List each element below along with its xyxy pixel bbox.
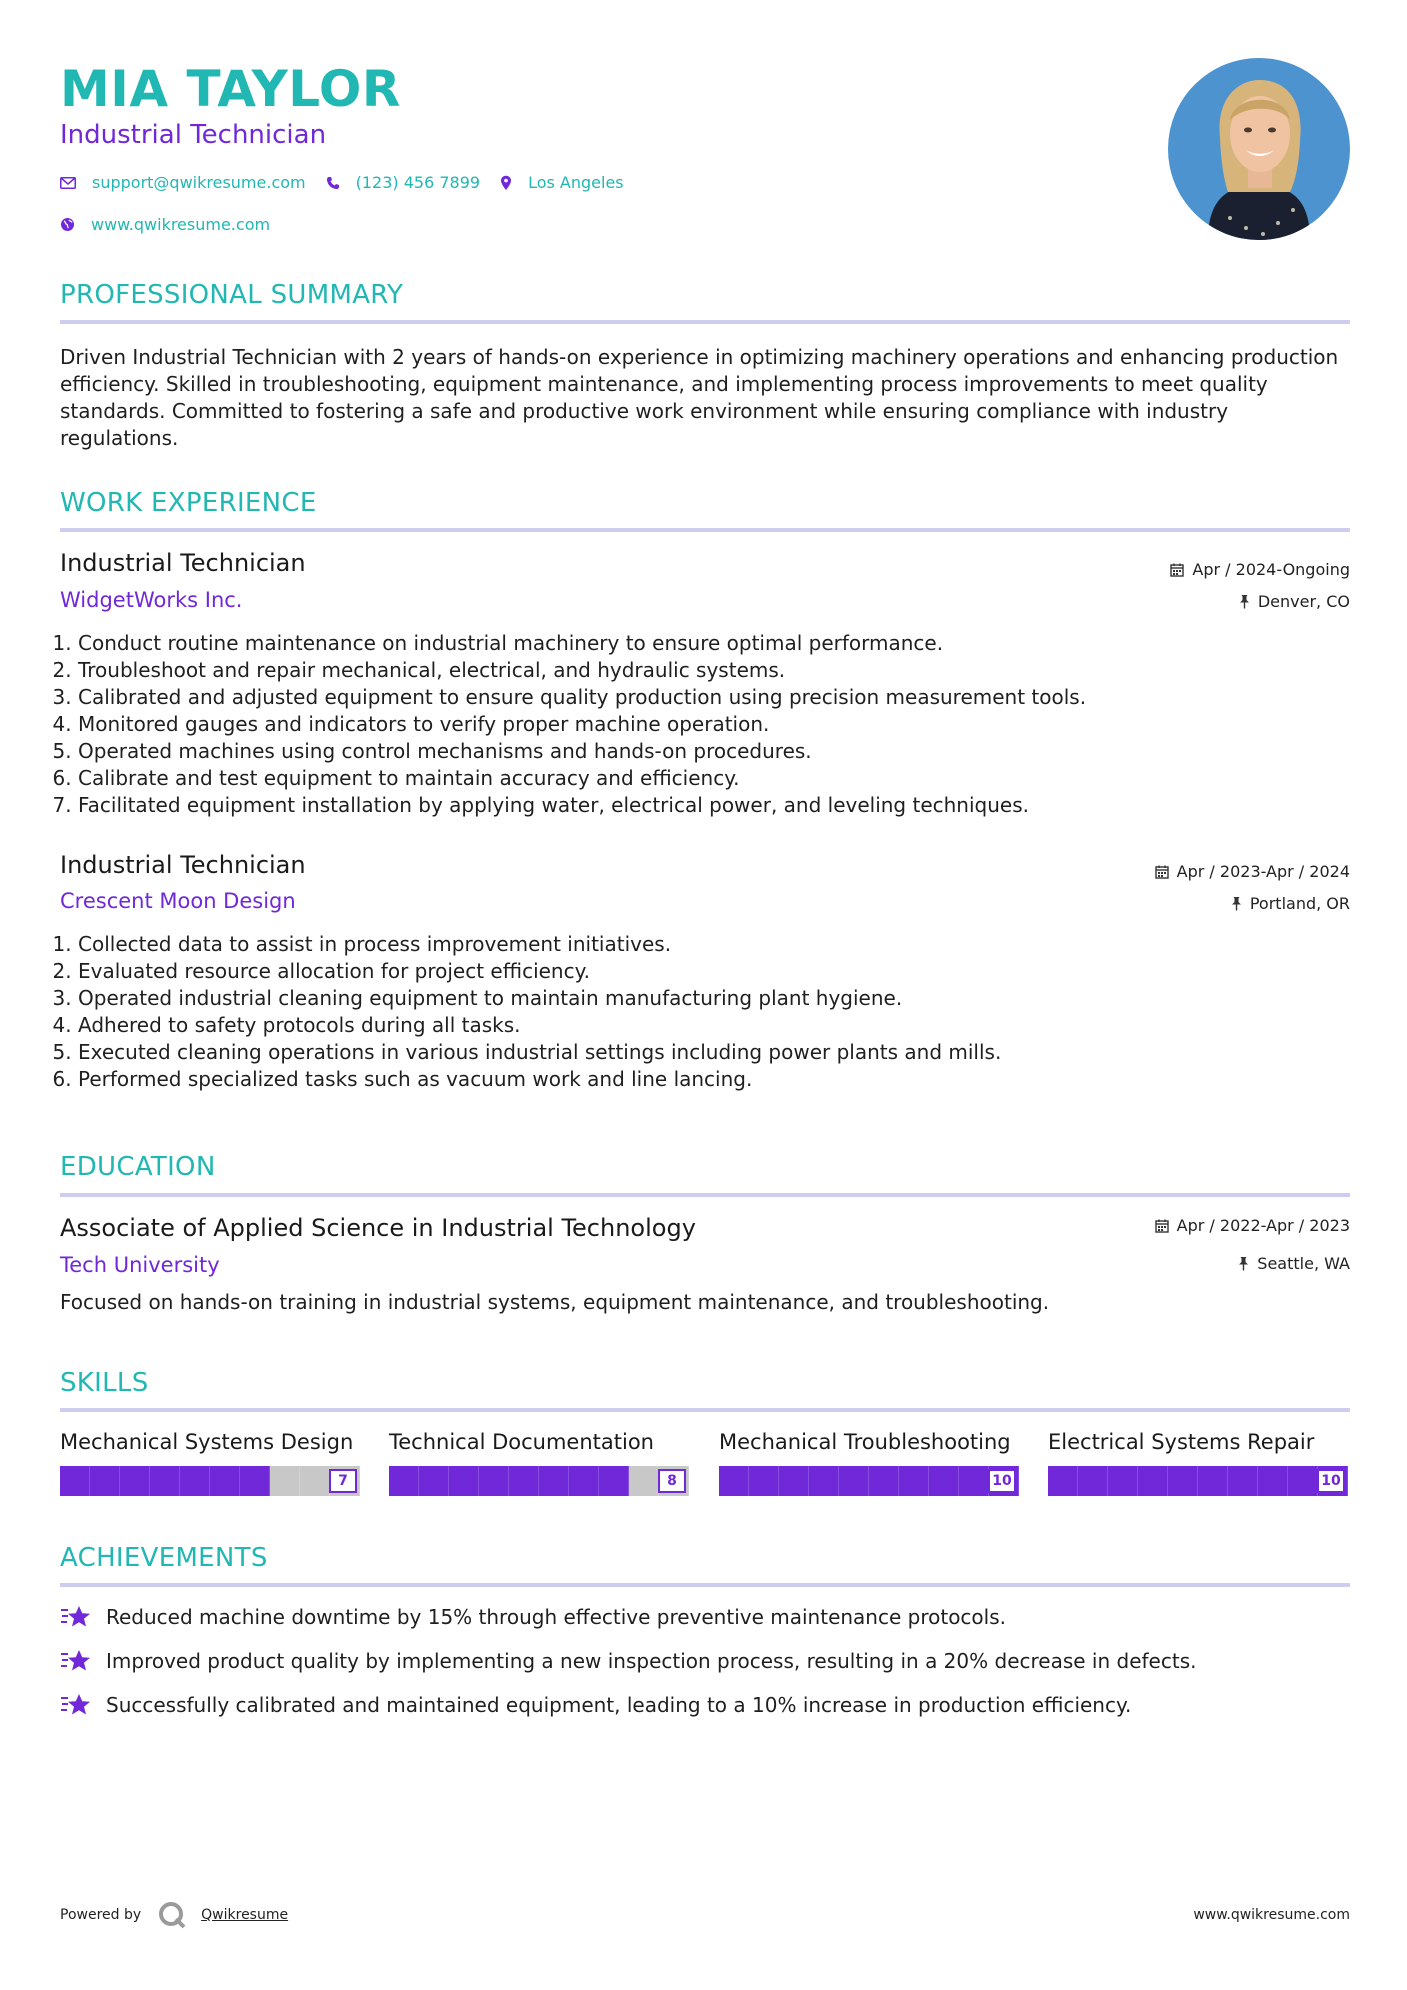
job-1-location [1239, 592, 1350, 611]
skills-heading: SKILLS [60, 1368, 149, 1398]
skill-bar-segment [389, 1466, 419, 1496]
map-pin-icon [500, 175, 512, 191]
skill-bar-segment [809, 1466, 839, 1496]
skill-bar-segment [300, 1466, 330, 1496]
skill-bar-segment [479, 1466, 509, 1496]
skill-bar-segment [719, 1466, 749, 1496]
skill-bar-segment [509, 1466, 539, 1496]
skill-bar-segment [150, 1466, 180, 1496]
achievement-text: Successfully calibrated and maintained equipment, leading to a 10% increase in production efficiency. [106, 1693, 1132, 1717]
skill-bar-segment [1108, 1466, 1138, 1496]
email-item[interactable] [60, 173, 306, 192]
location-item [500, 173, 624, 192]
list-item: 3. Operated industrial cleaning equipment to maintain manufacturing plant hygiene. [78, 985, 1338, 1012]
skill-level-bar [60, 1466, 360, 1496]
skill-level-badge: 7 [329, 1469, 357, 1493]
job-1-bullets [78, 630, 1338, 819]
job-1-location-text: Denver, CO [1257, 592, 1350, 611]
achievement-text: Improved product quality by implementing a new inspection process, resulting in a 20% decrease in defects. [106, 1649, 1197, 1673]
list-item: 3. Calibrated and adjusted equipment to ensure quality production using precision measurement tools. [78, 684, 1338, 711]
education-dates [1155, 1216, 1350, 1235]
education-location-text: Seattle, WA [1257, 1254, 1350, 1273]
job-2-bullets [78, 931, 1338, 1093]
profile-photo [1168, 58, 1350, 240]
skill-bar-segment [210, 1466, 240, 1496]
job-1-dates [1170, 560, 1350, 579]
skill-bar-segment [270, 1466, 300, 1496]
achievement-item [60, 1648, 1196, 1674]
skill-bar-segment [869, 1466, 899, 1496]
contact-row-1 [60, 173, 644, 192]
skill-level-bar [719, 1466, 1019, 1496]
list-item: 6. Calibrate and test equipment to maintain accuracy and efficiency. [78, 765, 1338, 792]
achievement-text: Reduced machine downtime by 15% through effective preventive maintenance protocols. [106, 1605, 1006, 1629]
job-1-dates-text: Apr / 2024-Ongoing [1192, 560, 1350, 579]
skill-bar-segment [419, 1466, 449, 1496]
skills-divider [60, 1408, 1350, 1412]
skill-item [389, 1430, 689, 1496]
skill-bar-segment [1138, 1466, 1168, 1496]
skill-bar-segment [1288, 1466, 1318, 1496]
job-2-role: Industrial Technician [60, 851, 306, 879]
education-dates-text: Apr / 2022-Apr / 2023 [1176, 1216, 1350, 1235]
experience-divider [60, 528, 1350, 532]
skill-bar-segment [240, 1466, 270, 1496]
skill-bar-segment [449, 1466, 479, 1496]
pushpin-icon [1238, 1256, 1249, 1271]
qwikresume-logo-icon [157, 1900, 187, 1930]
skill-name: Mechanical Systems Design [60, 1430, 354, 1454]
calendar-icon [1170, 563, 1184, 577]
qwikresume-link[interactable]: Qwikresume [201, 1907, 289, 1923]
job-1-role: Industrial Technician [60, 549, 306, 577]
star-icon [60, 1648, 92, 1674]
job-2-dates-text: Apr / 2023-Apr / 2024 [1176, 862, 1350, 881]
achievements-heading: ACHIEVEMENTS [60, 1543, 268, 1573]
footer-powered-by [60, 1900, 288, 1930]
skill-bar-segment [1258, 1466, 1288, 1496]
pushpin-icon [1231, 896, 1242, 911]
skill-bar-segment [779, 1466, 809, 1496]
skill-level-badge: 10 [988, 1469, 1016, 1493]
skill-bar-segment [539, 1466, 569, 1496]
skill-bar-segment [1048, 1466, 1078, 1496]
education-heading: EDUCATION [60, 1152, 216, 1182]
skill-bar-segment [1078, 1466, 1108, 1496]
skill-item [60, 1430, 360, 1496]
skill-level-badge: 10 [1317, 1469, 1345, 1493]
skill-level-bar [389, 1466, 689, 1496]
summary-divider [60, 320, 1350, 324]
summary-text: Driven Industrial Technician with 2 years of hands-on experience in optimizing machinery operations and enhancing production efficiency. Skilled in troubleshooting, equipment maintenance, and implementing process improvements to meet quality standards. Committed to fostering a safe and productive work environment while ensuring compliance with industry regulations. [60, 345, 1339, 450]
globe-icon [60, 217, 75, 232]
list-item: 5. Operated machines using control mechanisms and hands-on procedures. [78, 738, 1338, 765]
phone-text: (123) 456 7899 [355, 173, 481, 192]
phone-icon [326, 176, 340, 190]
footer-website[interactable]: www.qwikresume.com [1193, 1907, 1350, 1923]
job-2-location-text: Portland, OR [1249, 894, 1350, 913]
contact-row-2 [60, 215, 290, 234]
skill-item [719, 1430, 1019, 1496]
skill-bar-segment [1198, 1466, 1228, 1496]
list-item: 7. Facilitated equipment installation by applying water, electrical power, and leveling techniques. [78, 792, 1338, 819]
list-item: 2. Evaluated resource allocation for project efficiency. [78, 958, 1338, 985]
envelope-icon [60, 177, 76, 189]
list-item: 2. Troubleshoot and repair mechanical, electrical, and hydraulic systems. [78, 657, 1338, 684]
email-text: support@qwikresume.com [92, 173, 306, 192]
education-description: Focused on hands-on training in industrial systems, equipment maintenance, and troubleshooting. [60, 1290, 1050, 1314]
pushpin-icon [1239, 594, 1250, 609]
candidate-title: Industrial Technician [60, 120, 327, 150]
skill-bar-segment [1228, 1466, 1258, 1496]
education-degree: Associate of Applied Science in Industrial Technology [60, 1214, 696, 1242]
calendar-icon [1155, 865, 1169, 879]
skill-bar-segment [569, 1466, 599, 1496]
skill-name: Mechanical Troubleshooting [719, 1430, 1011, 1454]
achievement-item [60, 1692, 1131, 1718]
skill-bar-segment [959, 1466, 989, 1496]
phone-item[interactable] [326, 173, 480, 192]
education-location [1238, 1254, 1350, 1273]
job-2-company: Crescent Moon Design [60, 889, 296, 913]
skill-bar-segment [599, 1466, 629, 1496]
achievements-divider [60, 1583, 1350, 1587]
powered-by-label: Powered by [60, 1907, 142, 1923]
education-divider [60, 1193, 1350, 1197]
website-item[interactable] [60, 215, 270, 234]
skill-bar-segment [629, 1466, 659, 1496]
skill-bar-segment [60, 1466, 90, 1496]
summary-heading: PROFESSIONAL SUMMARY [60, 280, 404, 310]
skill-bar-segment [929, 1466, 959, 1496]
skill-bar-segment [120, 1466, 150, 1496]
skill-bar-segment [899, 1466, 929, 1496]
skill-bar-segment [839, 1466, 869, 1496]
job-2-location [1231, 894, 1350, 913]
list-item: 6. Performed specialized tasks such as vacuum work and line lancing. [78, 1066, 1338, 1093]
list-item: 4. Monitored gauges and indicators to verify proper machine operation. [78, 711, 1338, 738]
list-item: 1. Conduct routine maintenance on industrial machinery to ensure optimal performance. [78, 630, 1338, 657]
job-2-dates [1155, 862, 1350, 881]
education-school: Tech University [60, 1253, 220, 1277]
location-text: Los Angeles [528, 173, 624, 192]
candidate-name: MIA TAYLOR [60, 60, 401, 118]
skill-item [1048, 1430, 1348, 1496]
list-item: 5. Executed cleaning operations in various industrial settings including power plants and mills. [78, 1039, 1338, 1066]
skill-name: Technical Documentation [389, 1430, 654, 1454]
skill-bar-segment [90, 1466, 120, 1496]
list-item: 4. Adhered to safety protocols during all tasks. [78, 1012, 1338, 1039]
skill-name: Electrical Systems Repair [1048, 1430, 1315, 1454]
achievement-item [60, 1604, 1006, 1630]
list-item: 1. Collected data to assist in process improvement initiatives. [78, 931, 1338, 958]
calendar-icon [1155, 1219, 1169, 1233]
website-text: www.qwikresume.com [91, 215, 271, 234]
job-1-company: WidgetWorks Inc. [60, 588, 243, 612]
experience-heading: WORK EXPERIENCE [60, 488, 317, 518]
skill-bar-segment [749, 1466, 779, 1496]
skill-bar-segment [180, 1466, 210, 1496]
star-icon [60, 1604, 92, 1630]
star-icon [60, 1692, 92, 1718]
skill-level-badge: 8 [658, 1469, 686, 1493]
skill-level-bar [1048, 1466, 1348, 1496]
skill-bar-segment [1168, 1466, 1198, 1496]
